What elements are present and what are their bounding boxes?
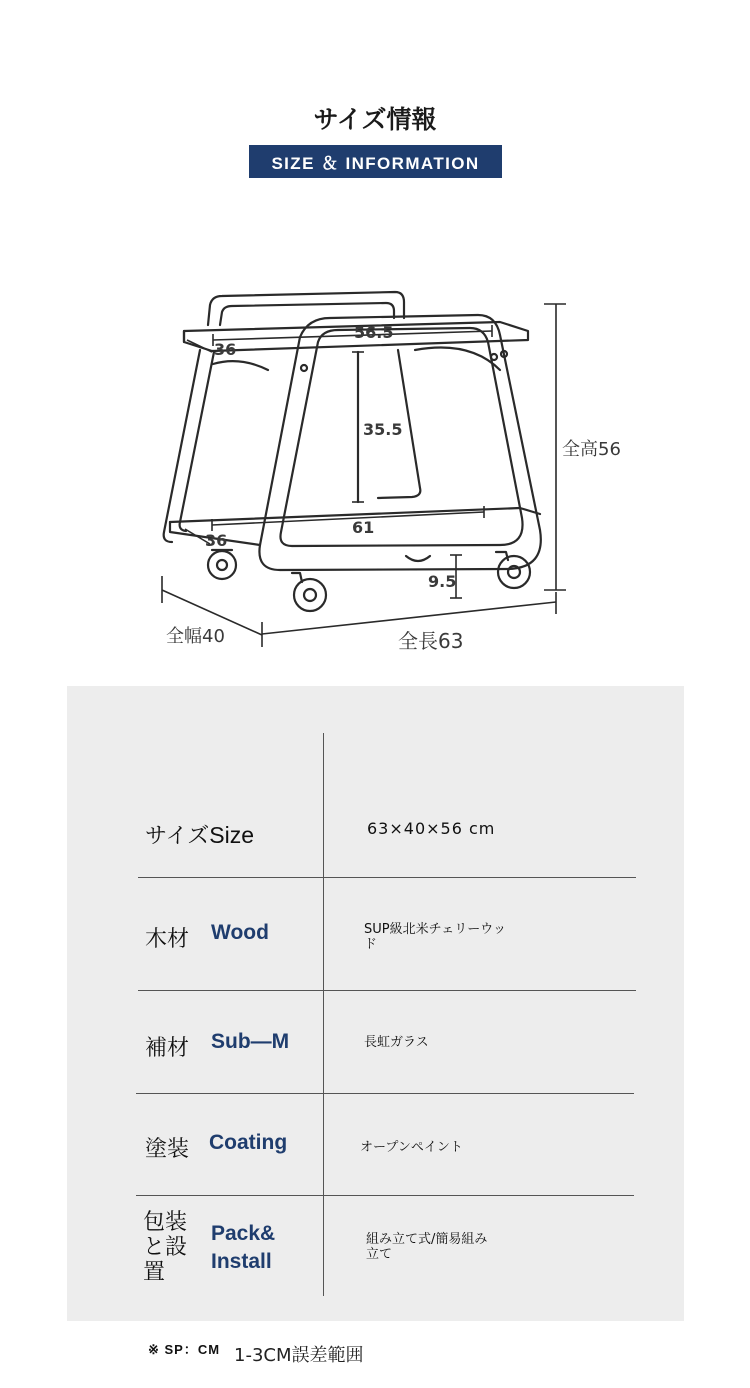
spec-label-jp: 木材 [145,927,190,952]
spec-label-jp: 補材 [145,1036,190,1061]
spec-row-label [145,1132,189,1163]
spec-row-label [145,1031,189,1062]
spec-value: 63×40×56 cm [367,819,496,838]
spec-row-separator [138,877,636,878]
size-information-banner: SIZE ＆ INFORMATION [249,145,502,178]
dim-total-width: 全幅40 [166,626,225,647]
spec-row-separator [136,1195,634,1196]
spec-row-label [145,819,254,850]
dim-top-depth: 36 [214,340,237,359]
spec-table-divider [323,733,324,1296]
spec-label-en: Wood [211,921,269,944]
spec-value: 長虹ガラス [364,1035,429,1050]
dim-wheel-height: 9.5 [428,572,457,591]
spec-label-en: Coating [209,1131,288,1154]
spec-label-jp: 包装と設置 [143,1210,188,1285]
spec-label-jp: 塗装 [145,1137,190,1162]
spec-label-jp: サイズ [145,824,210,849]
spec-label-en: Pack& Install [211,1222,276,1273]
spec-row-label [145,922,189,953]
spec-row-label-en [211,1029,289,1054]
spec-row-label-en [211,1220,301,1276]
spec-label-en: Sub—M [211,1030,290,1053]
dim-total-length: 全長63 [398,629,464,653]
spec-value: 組み立て式/簡易組み立て [366,1232,488,1262]
spec-row-label-en [211,920,269,945]
spec-row-separator [136,1093,634,1094]
spec-row-label [143,1210,191,1285]
dim-shelf-gap: 35.5 [363,420,403,439]
dim-total-height: 全高56 [562,439,621,460]
cart-dimension-diagram [0,240,750,680]
dim-bottom-depth: 36 [205,531,228,550]
spec-row-separator [138,990,636,991]
spec-row-label-en [209,1130,287,1155]
footnote-prefix: ※ SP：CM [148,1342,221,1357]
dim-top-width: 56.5 [354,323,394,342]
footnote-tolerance: 1-3CM誤差範囲 [234,1345,364,1366]
page-title: サイズ情報 [313,105,437,134]
spec-value: SUP級北米チェリーウッド [364,922,506,952]
spec-value: オープンペイント [360,1140,463,1155]
spec-label-en: Size [209,822,254,848]
dim-bottom-width: 61 [352,518,375,537]
